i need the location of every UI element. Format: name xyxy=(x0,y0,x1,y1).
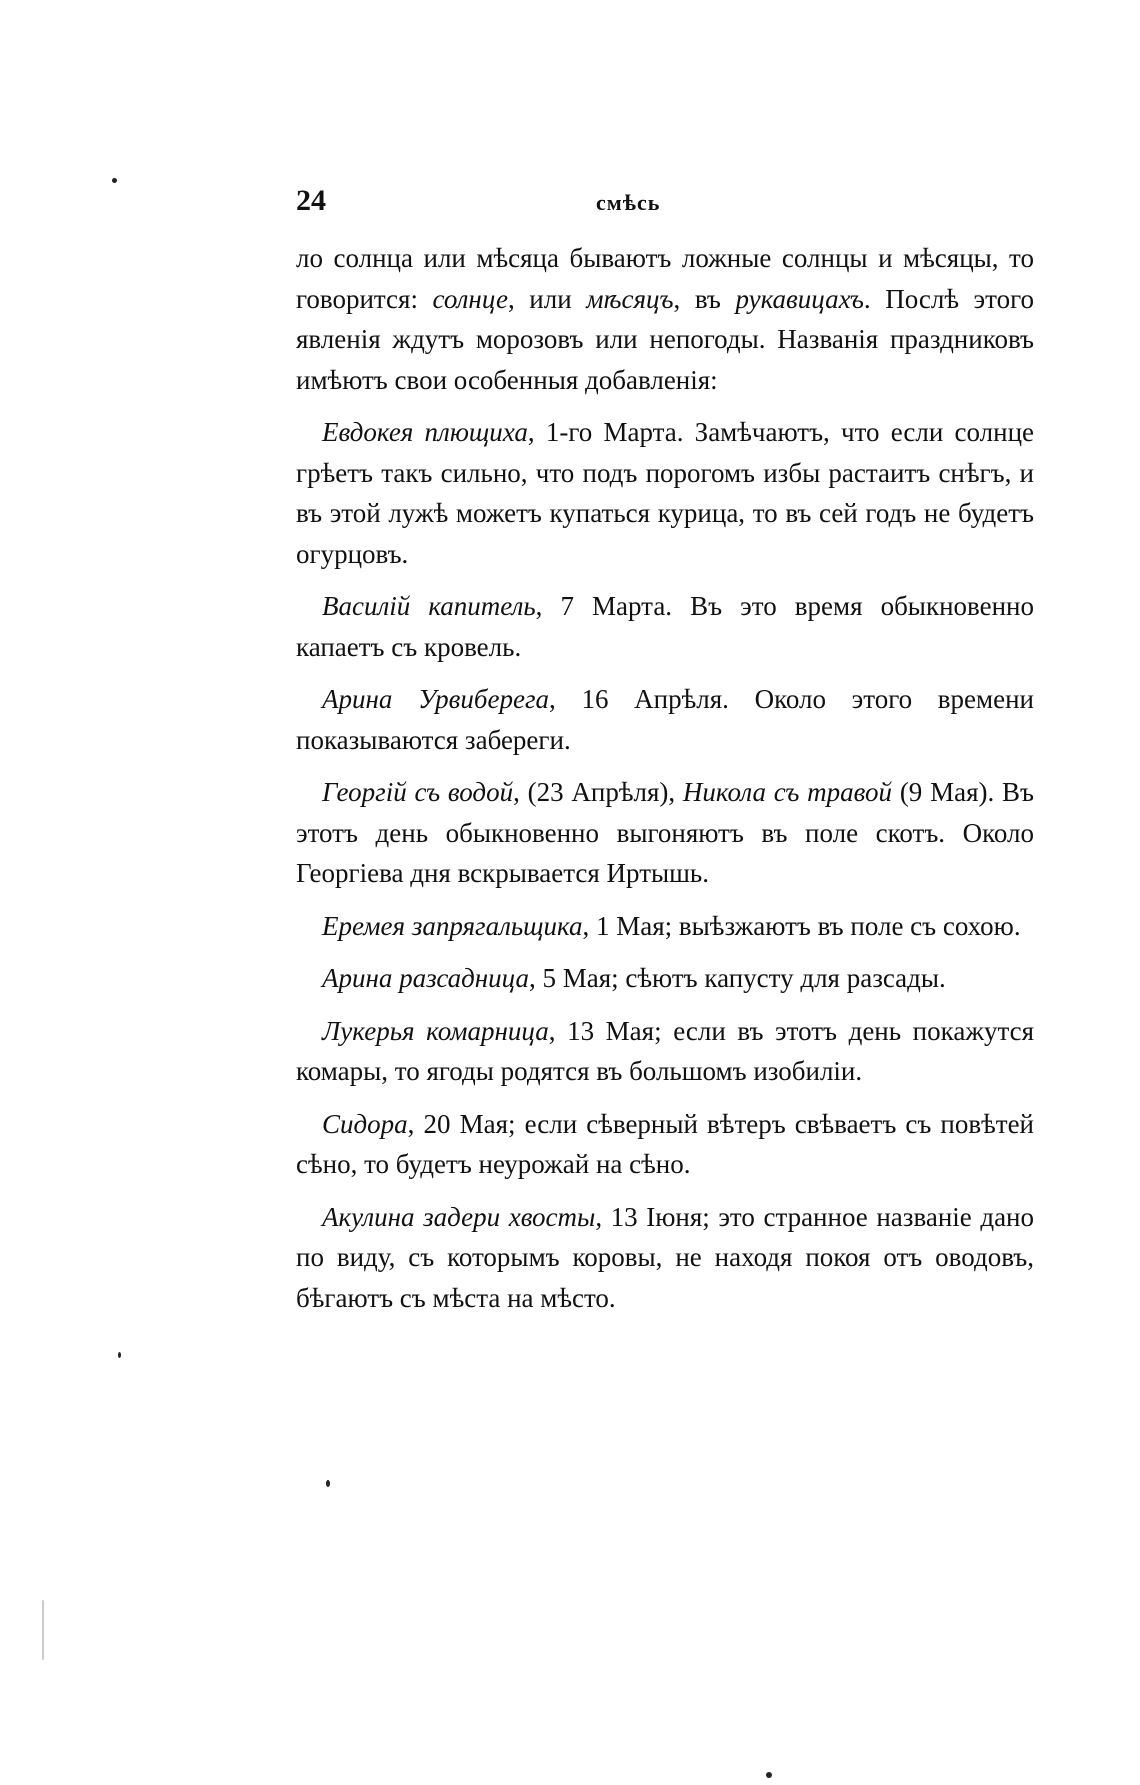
running-head: смѣсь xyxy=(596,190,661,215)
feast-entry-vasiliy: Василій капитель, 7 Марта. Въ это время обыкновенно капаетъ съ кровель. xyxy=(296,591,1034,662)
feast-entry-sidora: Сидора, 20 Мая; если сѣверный вѣтеръ свѣваетъ съ повѣтей сѣно, то будетъ неурожай на сѣно. xyxy=(296,1108,1034,1179)
feast-name: Акулина задери хвосты xyxy=(322,1201,596,1232)
body-text xyxy=(296,238,1034,1330)
feast-entry-arina-razsadnitsa: Арина разсадница, 5 Мая; сѣютъ капусту для разсады. xyxy=(322,963,946,993)
feast-name: Еремея запрягальщика xyxy=(322,910,583,941)
scan-speck xyxy=(42,1600,44,1660)
feast-entry-evdokeya: Евдокея плющиха, 1-го Марта. Замѣчаютъ, что если солнце грѣетъ такъ сильно, что подъ порогомъ избы растаитъ снѣгъ, и въ этой лужѣ можетъ купаться курица, то въ сей годъ не будетъ огурцовъ. xyxy=(296,417,1035,569)
scan-speck xyxy=(112,178,117,183)
feast-entry-arina-urviberega: Арина Урвиберега, 16 Апрѣля. Около этого времени показываются забереги. xyxy=(296,684,1034,755)
feast-entry-eremeya: Еремея запрягальщика, 1 Мая; выѣзжаютъ въ поле съ сохою. xyxy=(322,910,1021,941)
feast-name: Сидора xyxy=(322,1108,408,1139)
feast-name: Евдокея плющиха xyxy=(322,417,528,447)
scan-speck xyxy=(118,1352,121,1358)
feast-name: Арина разсадница xyxy=(322,963,529,993)
feast-entry-lukerya: Лукерья комарница, 13 Мая; если въ этотъ день покажутся комары, то ягоды родятся въ большомъ изобиліи. xyxy=(296,1015,1035,1086)
page-number: 24 xyxy=(296,184,326,217)
feast-name: Василій капитель xyxy=(322,591,536,621)
feast-name: Лукерья комарница xyxy=(322,1015,549,1046)
page-header xyxy=(296,184,1032,224)
scan-speck xyxy=(326,1480,330,1487)
feast-entry-akulina: Акулина задери хвосты, 13 Іюня; это странное названіе дано по виду, съ которымъ коровы, не находя покоя отъ оводовъ, бѣгаютъ съ мѣста на мѣсто. xyxy=(296,1201,1034,1313)
feast-entry-georgiy: Георгій съ водой, (23 Апрѣля), Никола съ травой (9 Мая). Въ этотъ день обыкновенно выгоняютъ въ поле скотъ. Около Георгіева дня вскрывается Иртышь. xyxy=(296,777,1034,888)
feast-name: Арина Урвиберега xyxy=(322,684,549,714)
feast-name: Георгій съ водой xyxy=(322,777,514,807)
feast-name: Никола съ травой xyxy=(682,777,893,807)
scan-speck xyxy=(766,1772,772,1778)
paragraph-continuation: ло солнца или мѣсяца бываютъ ложные солнцы и мѣсяцы, то говорится: солнце, или мѣсяцъ, въ рукавицахъ. Послѣ этого явленія ждутъ морозовъ или непогоды. Названія праздниковъ имѣютъ свои особенныя добавленія: xyxy=(296,243,1034,395)
